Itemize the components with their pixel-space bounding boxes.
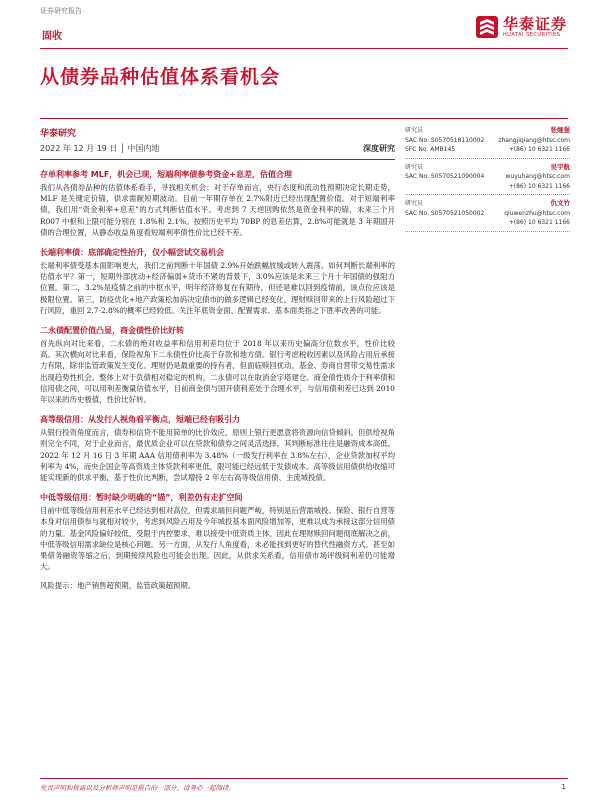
main-column — [40, 122, 395, 591]
analyst-card — [405, 159, 570, 196]
title-divider — [40, 118, 568, 119]
section-body: 从银行投资角度而言，债券和信贷不能用简单的比价效应，原则上银行更愿意将资源向信贷倾斜。但供给视角则完全不同，对于企业而言，最优质企业可以在贷款和债券之间灵活选择，其判断标准往往是融资成本高低。2022 年 12 月 16 日 3 年期 AAA 信用债利率为 3.48%（一级发行利率在 3.8%左右），企业贷款加权平均利率为 4%，而央企国企等高资质主体贷款利率更低，限可能已经远低于发债成本。高等级信用债供给收缩可能实现新的供求平衡，基于性价比判断，尝试增持 2 年左右高等级信用债、主流城投债。 — [40, 428, 395, 483]
report-type-label: 证券研究报告 — [40, 7, 82, 15]
brand-logo — [476, 16, 567, 38]
analyst-email[interactable]: zhangjiqiang@htsc.com — [498, 136, 570, 144]
section-body: 首先纵向对比来看，二永债的绝对收益率和信用利差均位于 2018 年以来历史偏高分位数水平，性价比较高。其次横向对比来看，保险视角下二永债性价比高于存款和地方债。银行考虑税收因素以及风险占用后承接力有限，除非监管政策发生变化。理财仍是最重要的持有者，但面临赎回扰动。基金、券商自营带交易性需求出现趋势性机会。整体上对于负债相对稳定的机构，二永债可以在取消金字塔建仓。商金债性质介于利率债和信用债之间，可以用利差衡量估值水平，目前商金债与国开债利差处于合理水平，与信用债利差已达到 2010 年以来的历史极值，性价比好转。 — [40, 339, 395, 405]
analyst-card — [405, 195, 570, 232]
section-heading: 长端利率债：底部确定性抬升，仅小幅尝试交易机会 — [40, 248, 224, 258]
section-heading: 中低等级信用：暂时缺少明确的“锚”，利差仍有走扩空间 — [40, 493, 243, 503]
analyst-sfc: SFC No. AMB145 — [405, 146, 456, 153]
logo-english-name: HUATAI SECURITIES — [502, 32, 561, 38]
section-body: 长端利率债受基本面影响更大，我们之前判断十年国债 2.9%开始跌幅放缓或转入震荡。如何判断长端利率的估值水平？第一，短期外部扰动+经济偏弱+货币不紧的背景下，3.0%应该是未来三个月十年国债的强阻力位置。第二，3.2%是疫情之前的中枢水平，明年经济修复在有期待，但还是难以回到疫情前，该点位应该是极限位置。第三，防疫优化+地产政策松加码决定债市的做多逻辑已经变化，理财赎回带来的上行风险超过下行风险，重回 2.7-2.8%的概率已经较低。关注年底资金面、配置需求、基本面类指之下胜率改善的可能。 — [40, 261, 395, 315]
report-title: 从债券品种估值体系看机会 — [40, 66, 281, 88]
section-3 — [40, 325, 395, 405]
analyst-card — [405, 122, 570, 159]
page-number: 1 — [561, 783, 566, 791]
huatai-logo-icon — [476, 16, 498, 38]
analyst-email[interactable]: qiuwenzhu@htsc.com — [504, 209, 570, 217]
footer-divider — [40, 778, 568, 779]
report-date: 2022 年 12 月 19 日 │ 中国内地 — [40, 144, 160, 153]
analyst-role: 研究员 — [405, 163, 424, 171]
section-1 — [40, 169, 395, 238]
analyst-sac: SAC No. S0570521090004 — [405, 173, 485, 180]
analyst-role: 研究员 — [405, 200, 424, 207]
analyst-phone: +(86) 10 6321 1166 — [508, 182, 570, 190]
analyst-email[interactable]: wuyuhang@htsc.com — [505, 173, 570, 180]
section-5 — [40, 492, 395, 572]
analyst-name: 张继强 — [550, 126, 570, 134]
section-2 — [40, 247, 395, 316]
section-body: 目前中低等级信用利差水平已经达到相对高位，但需求端但问题严峻，特别是后营需城投。保险、银行自营等本身对信用债参与就相对较少，考虑到风险占用及今年城投基本面风险增加等，更难以成为承接这部分信用债的力量。基金风险偏好较低，受限于内控要求，难以接受中低资质主体。因此在理财赎回问题彻底解决之前，中低等级信用需求缺位是核心问题。另一方面，从发行人角度看，未必能找到更好的替代性融资方式。甚至如果债务融资等缩之后，到期接续风险也可能会出现。因此，从供求关系看，信用债市场评级间利差仍可能增大。 — [40, 506, 395, 572]
dateline — [40, 143, 395, 160]
section-tag: 固收 — [42, 31, 62, 42]
header-divider — [40, 48, 568, 49]
section-heading: 存单利率参考 MLF，机会已现，短端利率债参考资金+息差，估值合理 — [40, 170, 293, 179]
analyst-sac: SAC No. S0570521050002 — [405, 209, 485, 217]
logo-chinese-name: 华泰证券 — [502, 15, 567, 33]
risk-warning: 风险提示：地产销售超预期，监管政策超预期。 — [40, 581, 196, 591]
section-heading: 二永债配置价值凸显，商金债性价比好转 — [40, 326, 184, 336]
org-name: 华泰研究 — [40, 129, 77, 139]
analyst-phone: +(86) 10 6321 1166 — [508, 219, 570, 226]
disclaimer-note: 免责声明和披露以及分析师声明是报告的一部分，请务必一起阅读。 — [40, 784, 235, 792]
analyst-phone: +(86) 10 6321 1166 — [508, 146, 570, 153]
analyst-sidebar — [405, 122, 570, 232]
report-kind: 深度研究 — [363, 144, 395, 153]
section-4 — [40, 414, 395, 483]
analyst-name: 吴宇航 — [550, 162, 570, 171]
analyst-role: 研究员 — [405, 127, 424, 134]
analyst-name: 仇文竹 — [550, 199, 570, 207]
section-heading: 高等级信用：从发行人视角看平衡点，短端已经有吸引力 — [40, 415, 240, 425]
section-body: 我们从各债券品种的估值体系看手，寻找相关机会：对于存单而言，央行态度和流动性预期决定长期走势，MLF 是关键定价锚，供求需献短期波动。目前一年期存单在 2.7%附近已经出现配置价值。对于短端利率债，我们用“资金利率+息差”的方式判断估值水平。考虑到 7 天逆回购依然是资金利率的锚，未来三个月 R007 中枢和上限可能分别在 1.8%和 2.1%。按照历史平均 70BP 的息差估算，2.8%可能就是 3 年期国开债的合理位置，从静态收益角度看短端利率债性价比已经不差。 — [40, 183, 395, 237]
analyst-sac: SAC No. S0570518110002 — [405, 136, 485, 144]
